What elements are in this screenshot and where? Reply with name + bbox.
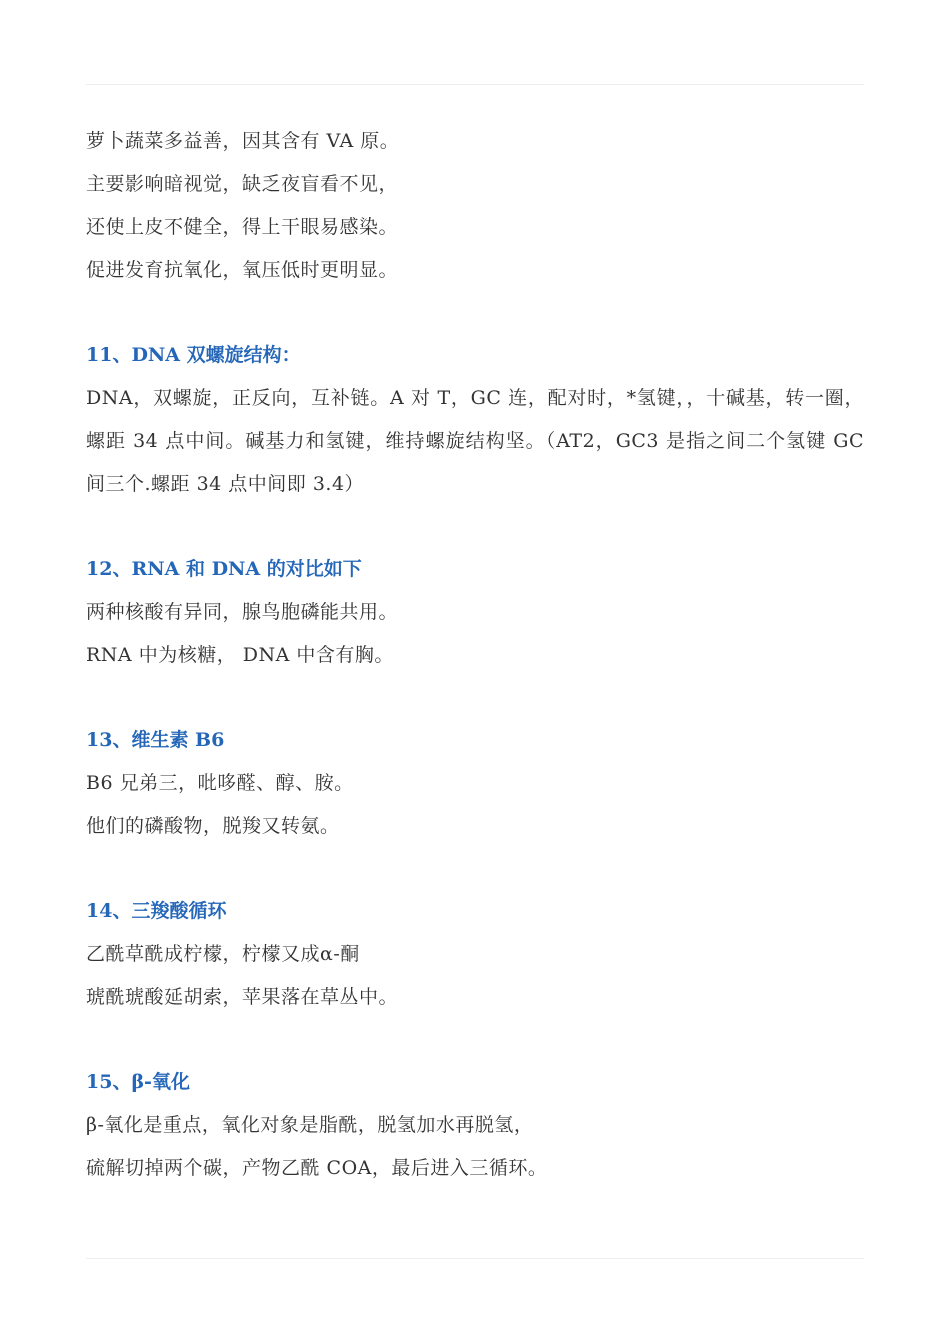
verse-line: 还使上皮不健全，得上干眼易感染。 (86, 216, 399, 238)
section-title: 15、β-氧化 (86, 1071, 190, 1093)
section-rna-dna-comparison (86, 548, 864, 677)
intro-verse (86, 120, 864, 292)
section-title: 14、三羧酸循环 (86, 900, 227, 922)
verse-line: 琥酰琥酸延胡索，苹果落在草丛中。 (86, 986, 399, 1008)
section-beta-oxidation (86, 1061, 864, 1190)
verse-line: 乙酰草酰成柠檬，柠檬又成α-酮 (86, 943, 360, 965)
verse-line: 硫解切掉两个碳，产物乙酰 COA，最后进入三循环。 (86, 1157, 548, 1179)
bottom-divider (86, 1258, 864, 1259)
section-title: 11、DNA 双螺旋结构： (86, 344, 301, 366)
section-tca-cycle (86, 890, 864, 1019)
verse-line: 促进发育抗氧化，氧压低时更明显。 (86, 259, 399, 281)
verse-line: RNA 中为核糖， DNA 中含有胸。 (86, 644, 394, 666)
verse-line: 他们的磷酸物，脱羧又转氨。 (86, 815, 340, 837)
verse-line: 萝卜蔬菜多益善，因其含有 VA 原。 (86, 130, 400, 152)
document-body (86, 120, 864, 1232)
verse-line: 两种核酸有异同，腺鸟胞磷能共用。 (86, 601, 399, 623)
section-dna-double-helix (86, 334, 864, 506)
section-vitamin-b6 (86, 719, 864, 848)
verse-line: β-氧化是重点，氧化对象是脂酰，脱氢加水再脱氢， (86, 1114, 534, 1136)
section-title: 13、维生素 B6 (86, 729, 225, 751)
verse-line: B6 兄弟三，吡哆醛、醇、胺。 (86, 772, 354, 794)
verse-line: 主要影响暗视觉，缺乏夜盲看不见， (86, 173, 399, 195)
section-title: 12、RNA 和 DNA 的对比如下 (86, 558, 362, 580)
section-paragraph: DNA，双螺旋，正反向，互补链。A 对 T，GC 连，配对时，*氢键，，十碱基，转一圈，螺距 34 点中间。碱基力和氢键，维持螺旋结构坚。（AT2，GC3 是指之间二个氢键 GC 间三个.螺距 34 点中间即 3.4） (86, 387, 864, 495)
top-divider (86, 84, 864, 85)
